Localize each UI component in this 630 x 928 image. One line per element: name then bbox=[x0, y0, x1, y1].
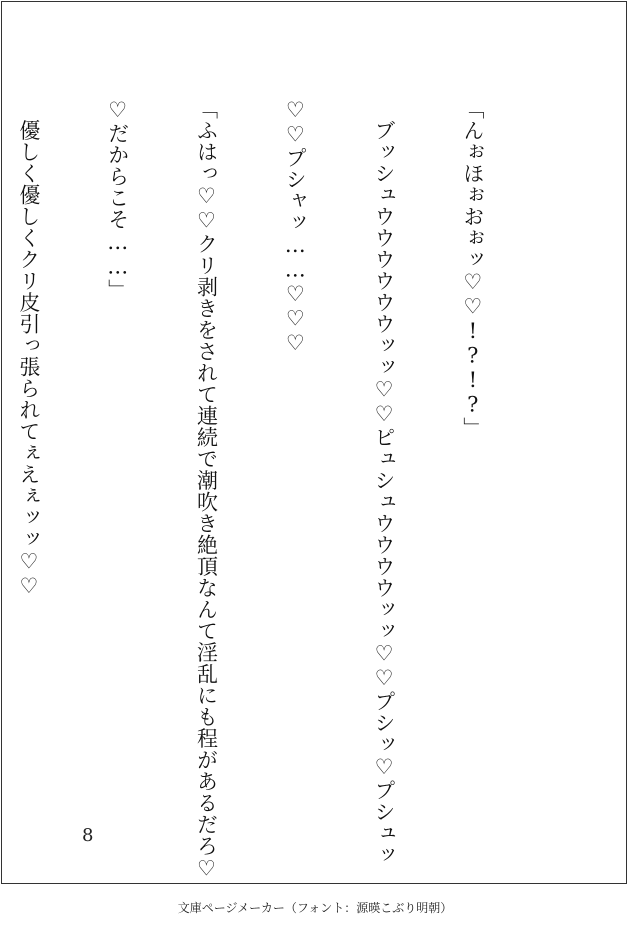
vertical-text-body bbox=[16, 98, 546, 881]
text-line: ♡だからこそ……」 bbox=[105, 98, 130, 301]
text-line: ♡♡プシャッ……♡♡♡ bbox=[283, 98, 308, 356]
text-line: ブッシュウウウウウウッッ♡♡ピュシュウウウウッッ♡♡プシッ♡プシュッ bbox=[372, 98, 397, 866]
page-number: 8 bbox=[82, 825, 94, 846]
footer-caption: 文庫ページメーカー（フォント：源暎こぶり明朝） bbox=[177, 901, 453, 915]
text-line: 「んぉほぉおぉッ♡♡!?!?」 bbox=[460, 98, 485, 439]
text-line: 優しく優しくクリ皮引っ張られてぇえぇッッ♡♡ bbox=[16, 98, 41, 599]
page-frame bbox=[1, 1, 627, 884]
text-line: 「ふはっ♡♡クリ剥きをされて連続で潮吹き絶頂なんて淫乱にも程があるだろ♡ bbox=[194, 98, 219, 881]
